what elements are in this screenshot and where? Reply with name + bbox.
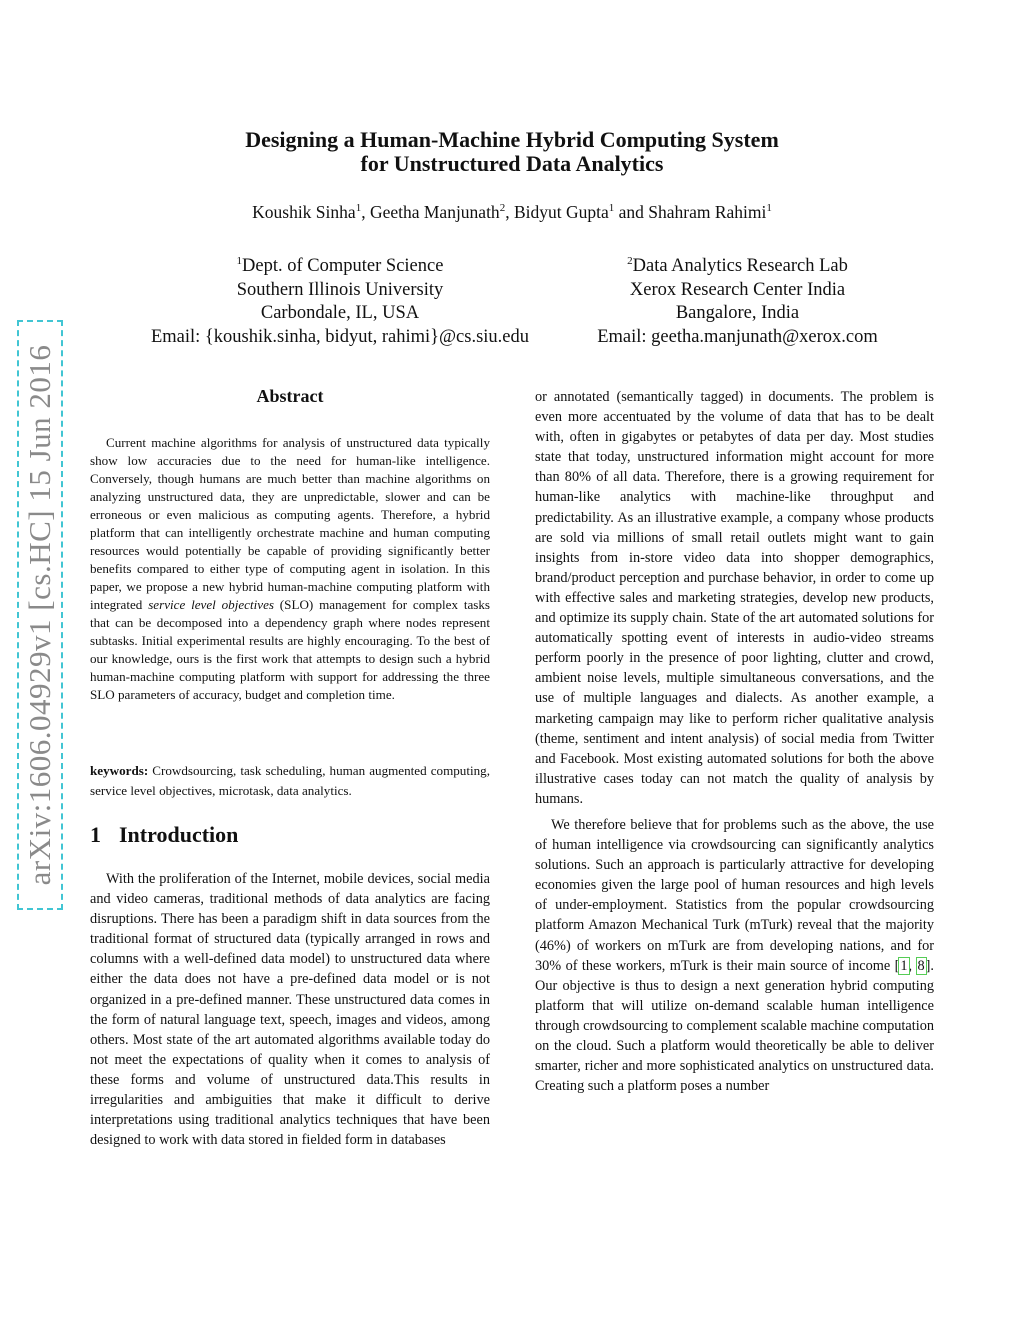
title-line-2: for Unstructured Data Analytics (360, 151, 664, 176)
citation-separator: , (908, 957, 917, 974)
affiliation-right (575, 250, 900, 349)
keywords-text: Crowdsourcing, task scheduling, human augmented computing, service level objectives, microtask, data analytics. (90, 763, 490, 798)
abstract-text-1: Current machine algorithms for analysis of unstructured data typically show low accuracies due to the need for human-like intelligence. Conversely, though humans are much better than machine algorithms on analyzing unstructured data, they are unpredictable, slower and can be erroneous or even malicious as computing agents. Therefore, a hybrid platform that can intelligently orchestrate machine and human computing resources would potentially be capable of providing significantly better benefits compared to either type of computing agent in isolation. In this paper, we propose a new hybrid human-machine computing platform with integrated (90, 435, 490, 612)
arxiv-id: arXiv:1606.04929v1 [cs.HC] 15 Jun 2016 (22, 344, 57, 886)
affil-left-sup: 1 (236, 255, 243, 267)
author-4: and Shahram Rahimi (614, 202, 767, 222)
intro-right-paragraph-2 (535, 815, 934, 1096)
intro-left-paragraph: With the proliferation of the Internet, mobile devices, social media and video cameras, traditional methods of data analytics are facing disruptions. There has been a paradigm shift in data sources from the traditional format of structured data (typically arranged in rows and columns with a well-defined data model) to unstructured data where either the data does not have a pre-defined data model or is not organized in a pre-defined manner. These unstructured data comes in the form of natural language text, speech, images and videos, among others. Most state of the art automated algorithms available today do not meet the expectations of quality when it comes to analysis of these forms and volume of unstructured data.This results in irregularities and ambiguities that make it difficult to derive interpretations using traditional analytics techniques that have been designed to work with data stored in fielded form in databases (90, 871, 490, 1149)
intro-right-text-a: We therefore believe that for problems such as the above, the use of human intelligence via crowdsourcing can significantly analytics solutions. Such an approach is particularly attractive for developing economies given the large pool of human resources and high levels of under-employment. Statistics from the popular crowdsourcing platform Amazon Mechanical Turk (mTurk) reveal that the majority (46%) of workers on mTurk are from developing nations, and for 30% of these workers, mTurk is their main source of income [ (535, 816, 934, 974)
citation-link-8[interactable]: 8 (917, 957, 925, 974)
section-heading (90, 822, 238, 848)
arxiv-stamp (17, 320, 63, 910)
affil-left-email: Email: {koushik.sinha, bidyut, rahimi}@cs.siu.edu (150, 326, 530, 347)
paper-title (150, 128, 874, 176)
abstract-text-2: (SLO) management for complex tasks that can be decomposed into a dependency graph where nodes represent subtasks. Initial experimental results are highly encouraging. To the best of our knowledge, ours is the first work that attempts to design such a hybrid human-machine computing platform with support for addressing the three SLO parameters of accuracy, budget and completion time. (90, 597, 491, 702)
keywords (90, 761, 490, 801)
affil-right-org: Xerox Research Center India (629, 279, 846, 300)
affil-left-dept: Dept. of Computer Science (242, 256, 444, 277)
citation-link-1[interactable]: 1 (900, 957, 908, 974)
author-3: , Bidyut Gupta (505, 202, 609, 222)
affil-right-dept: Data Analytics Research Lab (632, 256, 848, 277)
author-4-affil: 1 (766, 202, 772, 215)
affiliation-left (120, 250, 560, 349)
affil-right-city: Bangalore, India (675, 303, 800, 324)
affil-right-email: Email: geetha.manjunath@xerox.com (597, 326, 878, 347)
author-2-affil: 2 (499, 202, 506, 215)
author-2: , Geetha Manjunath (361, 202, 500, 222)
author-list (120, 202, 904, 223)
affil-right-sup: 2 (627, 255, 633, 267)
section-title: Introduction (119, 822, 239, 847)
section-number: 1 (90, 822, 101, 847)
affil-left-univ: Southern Illinois University (236, 279, 444, 300)
author-1-affil: 1 (355, 202, 362, 215)
abstract-emphasis: service level objectives (148, 597, 274, 612)
abstract-heading: Abstract (256, 386, 324, 406)
abstract-body (90, 434, 490, 704)
author-1: Koushik Sinha (252, 202, 356, 222)
keywords-label: keywords: (90, 763, 149, 778)
title-line-1: Designing a Human-Machine Hybrid Computing System (245, 127, 779, 152)
intro-right-text-b: ]. Our objective is thus to design a next generation hybrid computing platform that will utilize on-demand scalable human intelligence through crowdsourcing to complement scalable machine computation on the cloud. Such a platform would theoretically be able to deliver smarter, richer and more sophisticated analytics on unstructured data. Creating such a platform poses a number (535, 957, 934, 1095)
right-column (535, 387, 934, 1096)
affil-left-city: Carbondale, IL, USA (260, 303, 420, 324)
intro-right-paragraph-1: or annotated (semantically tagged) in documents. The problem is even more accentuated by the volume of data that has to be dealt with, often in gigabytes or petabytes of data per day. Most studies state that today, unstructured information might account for more than 80% of all data. Therefore, there is a growing requirement for human-like analytics with machine-like throughput and predictability. As an illustrative example, a company whose products are sold via millions of small retail outlets might want to gain insights from in-store video data into shopper demographics, brand/product perception and purchase behavior, in order to come up with effective sales and marketing strategies, develop new products, and optimize its supply chain. State of the art automated solutions for automatically spotting event of interests in audio-video streams perform poorly in the presence of poor lighting, clutter and crowd, ambient noise levels, multiple simultaneous conversations, and the use of multiple languages and dialects. As another example, a marketing campaign may like to perform richer qualitative analysis (theme, sentiment and intent analysis) of social media from Twitter and Facebook. Most existing automated solutions for both the above illustrative cases today can not match the quality of analysis by humans. (535, 389, 934, 807)
author-3-affil: 1 (608, 202, 615, 215)
